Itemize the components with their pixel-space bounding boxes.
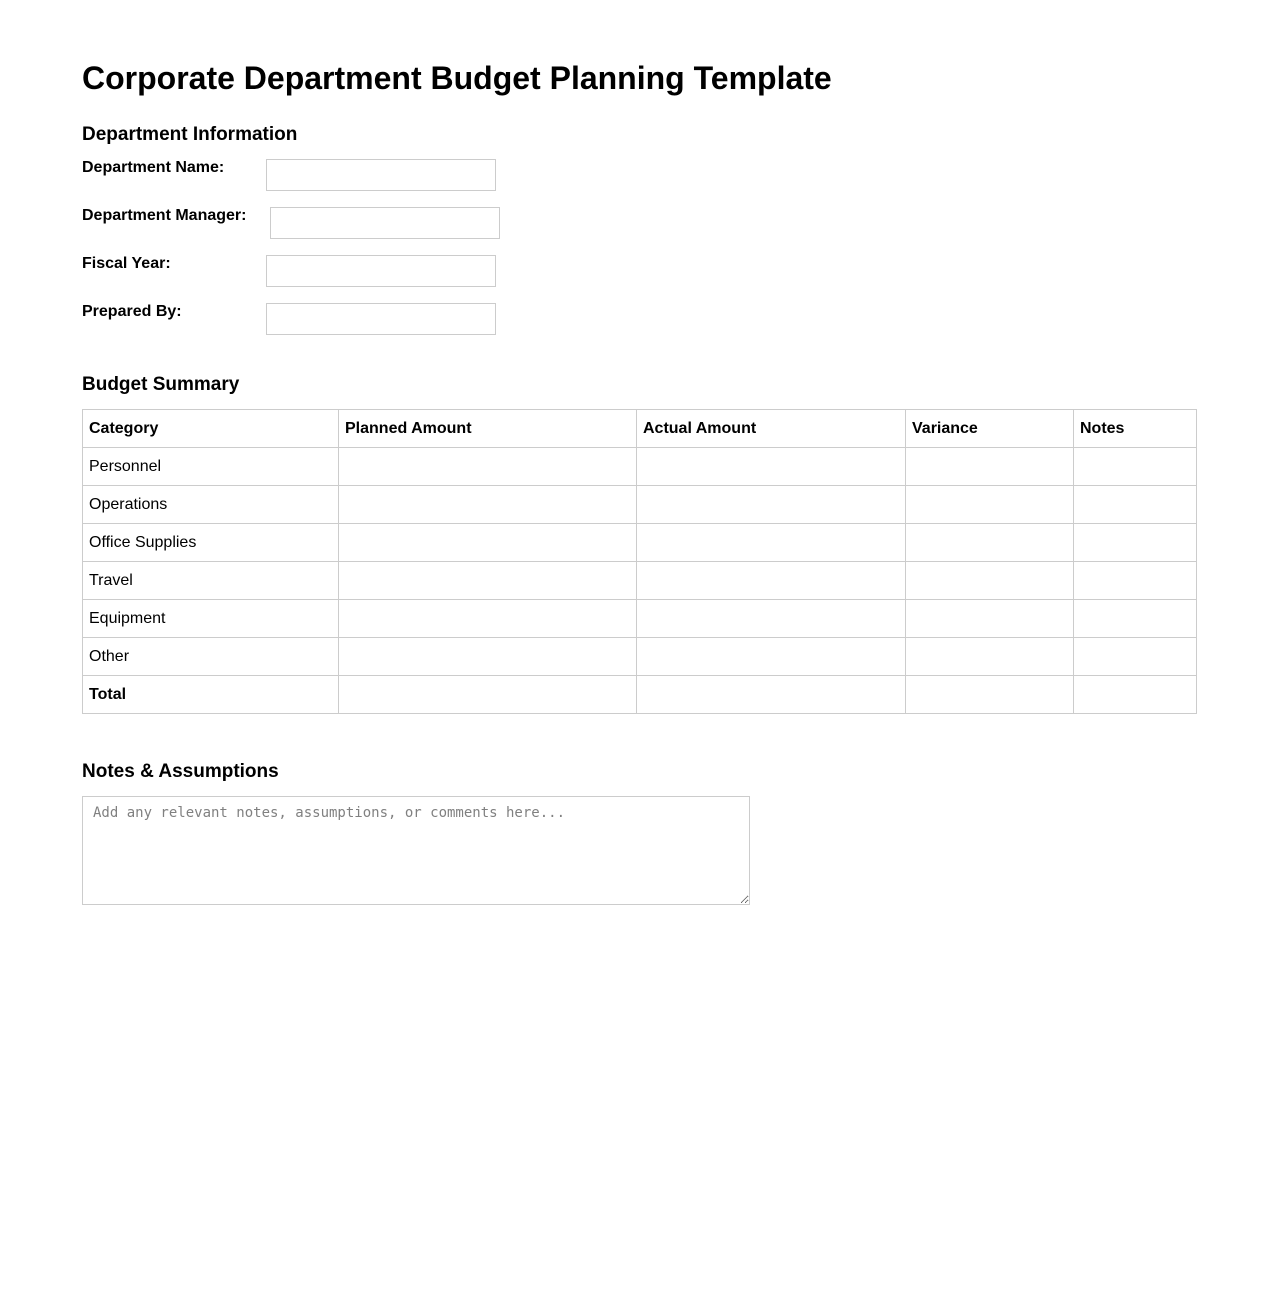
planned-amount-cell[interactable] [339,486,637,524]
page-title: Corporate Department Budget Planning Template [82,60,832,96]
notes-assumptions-heading: Notes & Assumptions [82,761,279,782]
category-cell: Personnel [83,448,339,486]
total-variance-cell[interactable] [906,676,1074,714]
category-cell: Operations [83,486,339,524]
notes-cell[interactable] [1074,638,1197,676]
fiscal-year-label: Fiscal Year: [82,255,171,272]
notes-cell[interactable] [1074,448,1197,486]
planned-amount-cell[interactable] [339,600,637,638]
table-row [83,562,1197,600]
actual-amount-cell[interactable] [637,562,906,600]
department-name-label: Department Name: [82,159,225,176]
budget-summary-heading: Budget Summary [82,374,240,395]
column-header-notes: Notes [1074,410,1197,448]
table-total-row [83,676,1197,714]
actual-amount-cell[interactable] [637,524,906,562]
planned-amount-cell[interactable] [339,448,637,486]
planned-amount-cell[interactable] [339,638,637,676]
table-row [83,524,1197,562]
notes-assumptions-textarea[interactable] [82,796,750,905]
column-header-category: Category [83,410,339,448]
budget-summary-table [82,409,1197,714]
actual-amount-cell[interactable] [637,486,906,524]
department-manager-label: Department Manager: [82,207,247,224]
category-cell: Equipment [83,600,339,638]
variance-cell[interactable] [906,486,1074,524]
category-cell: Other [83,638,339,676]
total-label-cell: Total [83,676,339,714]
category-cell: Office Supplies [83,524,339,562]
total-notes-cell[interactable] [1074,676,1197,714]
department-info-heading: Department Information [82,124,298,145]
variance-cell[interactable] [906,562,1074,600]
planned-amount-cell[interactable] [339,524,637,562]
notes-cell[interactable] [1074,600,1197,638]
table-row [83,600,1197,638]
table-header-row [83,410,1197,448]
variance-cell[interactable] [906,448,1074,486]
table-row [83,486,1197,524]
notes-cell[interactable] [1074,562,1197,600]
planned-amount-cell[interactable] [339,562,637,600]
table-row [83,638,1197,676]
total-planned-amount-cell[interactable] [339,676,637,714]
variance-cell[interactable] [906,600,1074,638]
notes-cell[interactable] [1074,524,1197,562]
actual-amount-cell[interactable] [637,638,906,676]
table-row [83,448,1197,486]
notes-cell[interactable] [1074,486,1197,524]
prepared-by-label: Prepared By: [82,303,182,320]
actual-amount-cell[interactable] [637,600,906,638]
fiscal-year-input[interactable] [266,255,496,287]
department-manager-input[interactable] [270,207,500,239]
total-actual-amount-cell[interactable] [637,676,906,714]
prepared-by-input[interactable] [266,303,496,335]
department-name-input[interactable] [266,159,496,191]
variance-cell[interactable] [906,524,1074,562]
category-cell: Travel [83,562,339,600]
actual-amount-cell[interactable] [637,448,906,486]
variance-cell[interactable] [906,638,1074,676]
column-header-planned-amount: Planned Amount [339,410,637,448]
column-header-variance: Variance [906,410,1074,448]
column-header-actual-amount: Actual Amount [637,410,906,448]
